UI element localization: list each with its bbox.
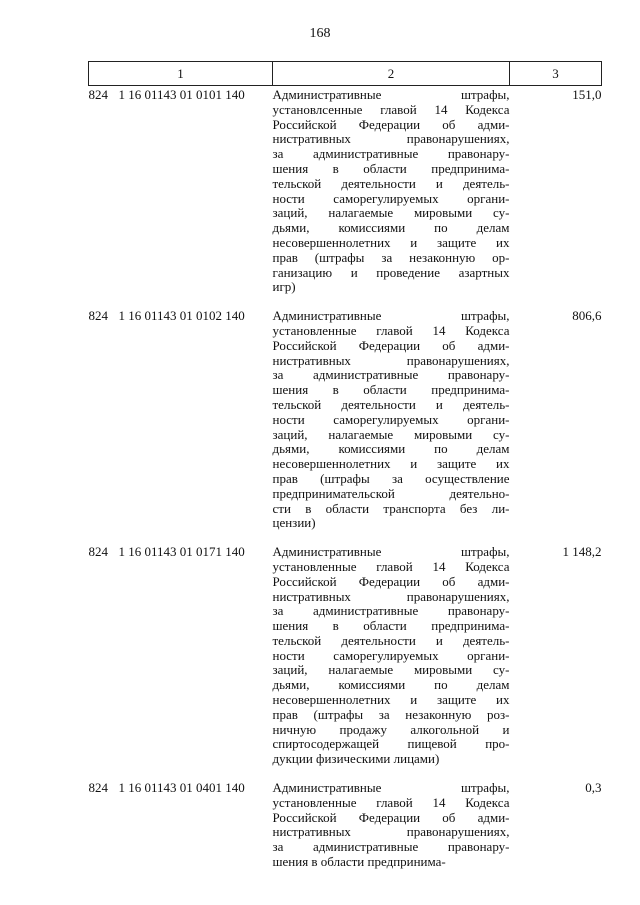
amount-cell: 0,3 — [585, 780, 602, 796]
description-line: установленные главой 14 Кодекса — [272, 794, 510, 810]
description-line: спиртосодержащей пищевой про- — [272, 736, 510, 752]
table-row — [89, 531, 602, 767]
description-line: тельской деятельности и деятель- — [272, 175, 510, 191]
table-row — [89, 86, 602, 296]
description-line: Административные штрафы, — [272, 544, 510, 560]
revenue-code: 1 16 01143 01 0171 140 — [118, 544, 245, 560]
description-line: тельской деятельности и деятель- — [272, 632, 510, 648]
table-header — [89, 62, 602, 86]
description-line: шения в области предпринима- — [272, 160, 510, 176]
description-line: несовершеннолетних и защите их — [272, 456, 510, 472]
description-line: нистративных правонарушениях, — [272, 131, 510, 147]
amount-cell: 151,0 — [572, 87, 602, 102]
table-body — [89, 86, 602, 870]
classification-code-cell — [89, 767, 273, 870]
description-line: несовершеннолетних и защите их — [272, 234, 510, 250]
description-line: Административные штрафы, — [272, 308, 510, 324]
table-row — [89, 295, 602, 531]
description-line: шения в области предпринима- — [272, 618, 510, 634]
classification-code-cell — [89, 531, 273, 767]
description-line: ности саморегулируемых органи- — [272, 411, 510, 427]
administrator-code: 824 — [88, 308, 108, 324]
description-line: дьями, комиссиями по делам — [272, 220, 510, 236]
description-line: за административные правонару- — [272, 603, 510, 619]
description-line: заций, налагаемые мировыми су- — [272, 662, 510, 678]
header-column-3: 3 — [510, 62, 602, 86]
description-line: шения в области предпринима- — [272, 382, 510, 398]
description-line: прав (штрафы за осуществление — [272, 470, 510, 486]
description-line: предпринимательской деятельно- — [272, 485, 510, 501]
description-line: Административные штрафы, — [272, 87, 510, 102]
description-line: Российской Федерации об адми- — [272, 116, 510, 132]
description-line: установлсенные главой 14 Кодекса — [272, 101, 510, 117]
description-line: дукции физическими лицами) — [272, 751, 440, 767]
amount-cell: 1 148,2 — [562, 544, 602, 560]
description-line: ности саморегулируемых органи- — [272, 647, 510, 663]
description-cell — [273, 531, 510, 767]
description-line: дьями, комиссиями по делам — [272, 677, 510, 693]
description-line: нистративных правонарушениях, — [272, 588, 510, 604]
description-line: сти в области транспорта без ли- — [272, 500, 510, 516]
administrator-code: 824 — [88, 780, 108, 796]
header-column-1: 1 — [89, 62, 273, 86]
header-column-2: 2 — [273, 62, 510, 86]
description-cell — [273, 767, 510, 870]
description-cell — [273, 295, 510, 531]
description-line: дьями, комиссиями по делам — [272, 441, 510, 457]
description-line: Российской Федерации об адми- — [272, 573, 510, 589]
description-line: нистративных правонарушениях, — [272, 352, 510, 368]
revenue-code: 1 16 01143 01 0102 140 — [118, 308, 245, 324]
description-line: прав (штрафы за незаконную ор- — [272, 249, 510, 265]
description-line: за административные правонару- — [272, 367, 510, 383]
description-line: тельской деятельности и деятель- — [272, 396, 510, 412]
revenue-code: 1 16 01143 01 0401 140 — [118, 780, 245, 796]
description-line: установленные главой 14 Кодекса — [272, 322, 510, 338]
description-line: за административные правонару- — [272, 839, 510, 855]
table-row — [89, 767, 602, 870]
description-line: ности саморегулируемых органи- — [272, 190, 510, 206]
description-line: установленные главой 14 Кодекса — [272, 558, 510, 574]
description-line: за административные правонару- — [272, 146, 510, 162]
classification-code-cell — [89, 86, 273, 296]
administrator-code: 824 — [88, 544, 108, 560]
description-line: цензии) — [272, 515, 316, 531]
description-line: Российской Федерации об адми- — [272, 337, 510, 353]
administrator-code: 824 — [88, 87, 108, 102]
description-line: ничную продажу алкогольной и — [272, 721, 510, 737]
description-line: нистративных правонарушениях, — [272, 824, 510, 840]
revenue-code: 1 16 01143 01 0101 140 — [118, 87, 245, 102]
description-line: Российской Федерации об адми- — [272, 809, 510, 825]
amount-cell: 806,6 — [572, 308, 602, 324]
description-line: заций, налагаемые мировыми су- — [272, 205, 510, 221]
description-line: Административные штрафы, — [272, 780, 510, 796]
page-number: 168 — [309, 26, 331, 41]
description-line: ганизацию и проведение азартных — [272, 264, 510, 280]
budget-table — [88, 61, 602, 870]
description-line: прав (штрафы за незаконную роз- — [272, 706, 510, 722]
description-cell — [273, 86, 510, 296]
description-line: несовершеннолетних и защите их — [272, 692, 510, 708]
description-line: заций, налагаемые мировыми су- — [272, 426, 510, 442]
classification-code-cell — [89, 295, 273, 531]
description-line: игр) — [272, 279, 296, 295]
description-line: шения в области предпринима- — [272, 854, 446, 870]
